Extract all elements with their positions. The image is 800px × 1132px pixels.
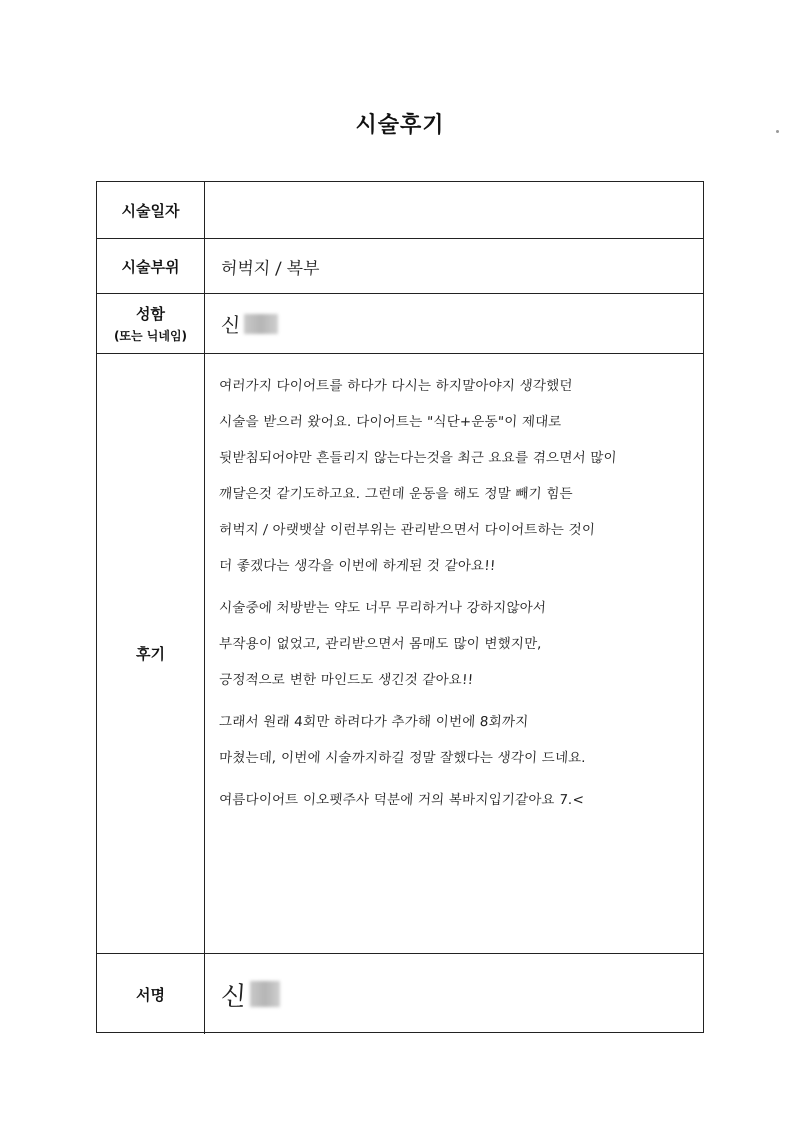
area-label-text: 시술부위 xyxy=(121,257,180,276)
row-review xyxy=(97,354,703,954)
date-label-text: 시술일자 xyxy=(121,201,180,220)
review-line: 허벅지 / 아랫뱃살 이런부위는 관리받으면서 다이어트하는 것이 xyxy=(218,522,596,538)
signature-label xyxy=(97,954,205,1034)
row-signature xyxy=(97,954,703,1034)
name-value xyxy=(205,294,703,353)
review-line: 부작용이 없었고, 관리받으면서 몸매도 많이 변했지만, xyxy=(218,636,543,652)
row-name xyxy=(97,294,703,354)
review-line: 더 좋겠다는 생각을 이번에 하게된 것 같아요!! xyxy=(218,558,497,574)
name-label-text: 성함 xyxy=(136,305,165,323)
review-line: 여러가지 다이어트를 하다가 다시는 하지말아야지 생각했던 xyxy=(218,378,574,394)
review-line: 시술을 받으러 왔어요. 다이어트는 "식단+운동"이 제대로 xyxy=(218,414,563,430)
review-line: 깨달은것 같기도하고요. 그런데 운동을 해도 정말 빼기 힘든 xyxy=(218,486,574,502)
review-text xyxy=(219,368,693,818)
date-value xyxy=(203,182,705,238)
review-line: 시술중에 처방받는 약도 너무 무리하거나 강하지않아서 xyxy=(218,600,547,616)
review-label xyxy=(97,354,205,953)
review-line: 긍정적으로 변한 마인드도 생긴것 같아요!! xyxy=(218,672,474,688)
signature-label-text: 서명 xyxy=(136,985,165,1004)
review-label-text: 후기 xyxy=(136,645,165,663)
area-value xyxy=(205,239,703,293)
review-value xyxy=(205,354,703,953)
date-label xyxy=(97,182,205,238)
review-line: 뒷받침되어야만 흔들리지 않는다는것을 최근 요요를 겪으면서 많이 xyxy=(218,450,618,466)
row-area xyxy=(97,239,703,294)
name-label xyxy=(97,294,205,353)
review-line: 그래서 원래 4회만 하려다가 추가해 이번에 8회까지 xyxy=(218,714,529,730)
name-redaction xyxy=(244,314,278,334)
signature-redaction xyxy=(250,981,280,1007)
review-line: 마쳤는데, 이번에 시술까지하길 정말 잘했다는 생각이 드네요. xyxy=(218,750,587,766)
area-label xyxy=(97,239,205,293)
document-title: 시술후기 xyxy=(355,113,445,138)
area-value-text: 허벅지 / 복부 xyxy=(220,258,321,279)
signature-text: 신 xyxy=(219,981,247,1012)
signature-value xyxy=(205,954,703,1034)
row-date xyxy=(97,182,703,239)
name-value-text: 신 xyxy=(220,313,242,337)
name-sublabel: (또는 닉네임) xyxy=(113,329,188,343)
review-form xyxy=(96,181,704,1033)
review-line: 여름다이어트 이오펫주사 덕분에 거의 복바지입기같아요 7.< xyxy=(218,792,585,808)
scan-speck xyxy=(776,130,779,133)
